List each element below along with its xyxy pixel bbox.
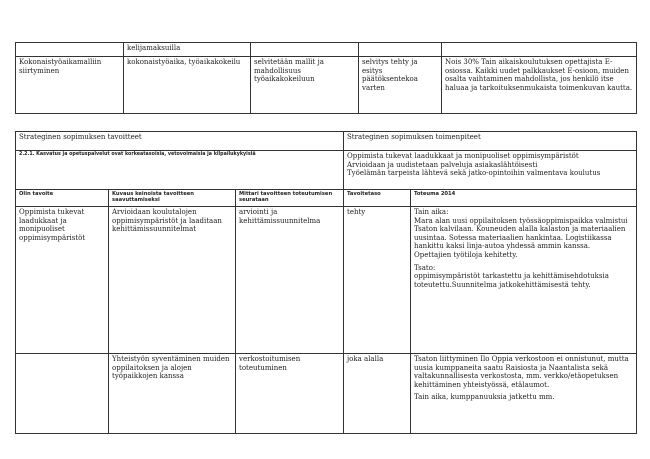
column-header-row — [16, 190, 637, 207]
column-header: Tavoitetaso — [344, 190, 411, 207]
section-header-left: Strateginen sopimuksen tavoitteet — [16, 132, 344, 151]
table-cell: verkostoitumisen toteutuminen — [236, 354, 344, 434]
table-cell: arviointi ja kehittämissuunnitelma — [236, 207, 344, 354]
result-text: Tain aika: Mara alan uusi oppilaitoksen työssäoppimispaikka valmistui Tsaton kalvilaan. Kouneuden alalla kalaston ja materiaalien uusintaa. Sotessa materiaalien hankintaa. Logistiikassa hankittu kaksi linja-autoa yhdessä ammin kanssa. Opettajien työtiloja kehitetty. — [414, 208, 628, 259]
table-row — [16, 151, 637, 190]
table-cell: kelijamaksuilla — [124, 43, 251, 57]
table-cell — [411, 354, 637, 434]
table-cell — [251, 43, 359, 57]
table-cell — [411, 207, 637, 354]
column-header: Mittari tavoitteen toteutumisen seurataan — [236, 190, 344, 207]
column-header: Kuvaus keinoista tavoitteen saavuttamiseksi — [109, 190, 236, 207]
table-row — [16, 354, 637, 434]
table-cell: Oppimista tukevat laadukkaat ja monipuoliset oppimisympäristöt — [16, 207, 109, 354]
table-cell: kokonaistyöaika, työaikakokeilu — [124, 57, 251, 114]
column-header: Toteuma 2014 — [411, 190, 637, 207]
result-text: Tsaton liittyminen Ilo Oppia verkostoon ei onnistunut, mutta uusia kumppaneita saatu Raisiosta ja Naantalista sekä valtakunnallisesta verkostosta, mm. verkko/etäopetuksen kehittäminen yhteistyössä, etälaumot. — [414, 355, 629, 389]
column-header: Olin tavoite — [16, 190, 109, 207]
table-cell — [442, 43, 637, 57]
table-row — [16, 207, 637, 354]
section-header-right: Strateginen sopimuksen toimenpiteet — [344, 132, 637, 151]
goal-title: 2.2.1. Kasvatus ja opetuspalvelut ovat korkeatasoisia, vetovoimaisia ja kilpailukykyisiä — [16, 151, 344, 190]
table-cell: selvitetään mallit ja mahdollisuus työaikakokeiluun — [251, 57, 359, 114]
table-cell: Nois 30% Tain aikaiskoulutuksen opettajista E-osiossa. Kaikki uudet palkkaukset E-osioon, muiden osalta vaihtaminen mahdollista, jos henkilö itse haluaa ja tarkoituksenmukaista toimenkuvan kautta. — [442, 57, 637, 114]
table-row — [16, 43, 637, 57]
table-row — [16, 57, 637, 114]
table-cell: selvitys tehty ja esitys päätöksentekoa varten — [359, 57, 442, 114]
table-cell — [359, 43, 442, 57]
table-cell: joka alalla — [344, 354, 411, 434]
result-text: Tsato: oppimisympäristöt tarkastettu ja kehittämisehdotuksia toteutettu.Suunnitelma jatkokehittämisestä tehty. — [414, 263, 609, 289]
table-cell — [16, 43, 124, 57]
table-cell — [16, 354, 109, 434]
table-strategy-goals — [15, 131, 637, 434]
table-cell: Kokonaistyöaikamalliin siirtyminen — [16, 57, 124, 114]
table-row — [16, 132, 637, 151]
table-cell: tehty — [344, 207, 411, 354]
result-text: Tain aika, kumppanuuksia jatkettu mm. — [414, 393, 555, 402]
table-cell: Arvioidaan koulutalojen oppimisympäristöt ja laaditaan kehittämissuunnitelmat — [109, 207, 236, 354]
goal-measures: Oppimista tukevat laadukkaat ja monipuoliset oppimisympäristöt Arvioidaan ja uudistetaan palveluja asiakaslähtöisesti Työelämän tarpeista lähtevä sekä jatko-opintoihin valmentava koulutus — [344, 151, 637, 190]
table-cell: Yhteistyön syventäminen muiden oppilaitoksen ja alojen työpaikkojen kanssa — [109, 354, 236, 434]
table-strategy-continued — [15, 42, 637, 114]
